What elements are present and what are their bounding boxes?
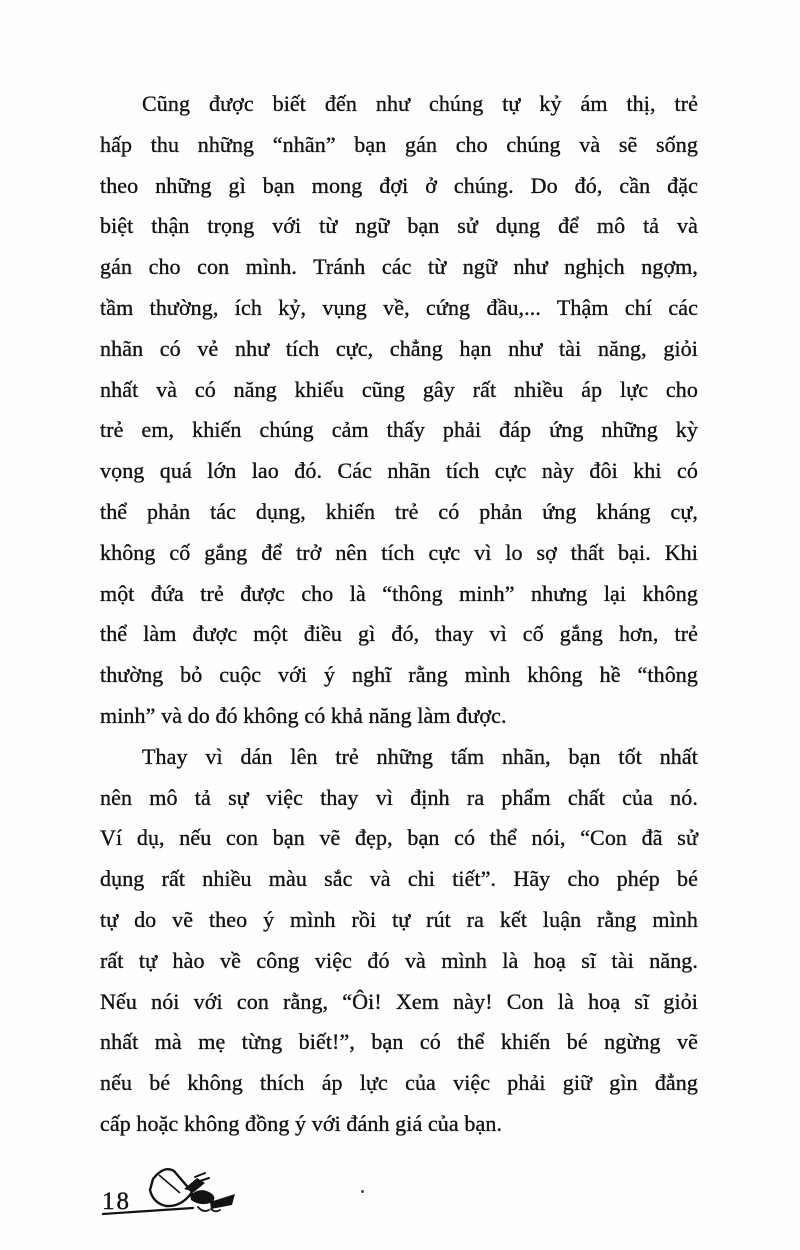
text-line: rất tự hào về công việc đó và mình là hoạ sĩ tài năng. (100, 947, 698, 973)
text-line: theo những gì bạn mong đợi ở chúng. Do đó, cần đặc (100, 172, 698, 198)
text-line: nhất mà mẹ từng biết!”, bạn có thể khiến bé ngừng vẽ (100, 1029, 698, 1055)
text-line: vọng quá lớn lao đó. Các nhãn tích cực này đôi khi có (100, 458, 698, 484)
text-line: không cố gắng để trở nên tích cực vì lo sợ thất bại. Khi (100, 539, 698, 565)
text-line: thường bỏ cuộc với ý nghĩ rằng mình không hề “thông (100, 662, 698, 688)
text-line: minh” và do đó không có khả năng làm được. (100, 702, 507, 728)
text-line: Ví dụ, nếu con bạn vẽ đẹp, bạn có thể nói, “Con đã sử (100, 825, 698, 851)
page-footer (98, 1162, 258, 1224)
text-line: Cũng được biết đến như chúng tự kỷ ám thị, trẻ (142, 91, 698, 116)
text-line: thể phản tác dụng, khiến trẻ có phản ứng kháng cự, (100, 498, 698, 524)
text-line: Thay vì dán lên trẻ những tấm nhãn, bạn tốt nhất (142, 743, 698, 769)
text-line: tự do vẽ theo ý mình rồi tự rút ra kết luận rằng mình (100, 906, 698, 932)
text-line: Nếu nói với con rằng, “Ôi! Xem này! Con là hoạ sĩ giỏi (100, 988, 698, 1014)
text-line: nếu bé không thích áp lực của việc phải giữ gìn đẳng (100, 1070, 698, 1096)
ink-speck (361, 1190, 364, 1193)
text-line: hấp thu những “nhãn” bạn gán cho chúng và sẽ sống (100, 131, 698, 157)
text-line: cấp hoặc không đồng ý với đánh giá của bạn. (100, 1110, 503, 1136)
text-line: gán cho con mình. Tránh các từ ngữ như nghịch ngợm, (100, 254, 698, 280)
page-number: 18 (102, 1188, 131, 1215)
body-text (100, 84, 698, 1145)
text-line: nên mô tả sự việc thay vì định ra phẩm chất của nó. (100, 784, 698, 810)
text-line: tầm thường, ích kỷ, vụng về, cứng đầu,... Thậm chí các (100, 294, 698, 320)
text-line: biệt thận trọng với từ ngữ bạn sử dụng để mô tả và (100, 213, 698, 239)
text-line: dụng rất nhiều màu sắc và chi tiết”. Hãy cho phép bé (100, 866, 698, 892)
text-line: một đứa trẻ được cho là “thông minh” nhưng lại không (100, 580, 698, 606)
text-line: trẻ em, khiến chúng cảm thấy phải đáp ứng những kỳ (100, 417, 698, 443)
text-line: nhãn có vẻ như tích cực, chẳng hạn như tài năng, giỏi (100, 335, 698, 361)
text-line: nhất và có năng khiếu cũng gây rất nhiều áp lực cho (100, 376, 698, 402)
text-line: thể làm được một điều gì đó, thay vì cố gắng hơn, trẻ (100, 621, 698, 647)
